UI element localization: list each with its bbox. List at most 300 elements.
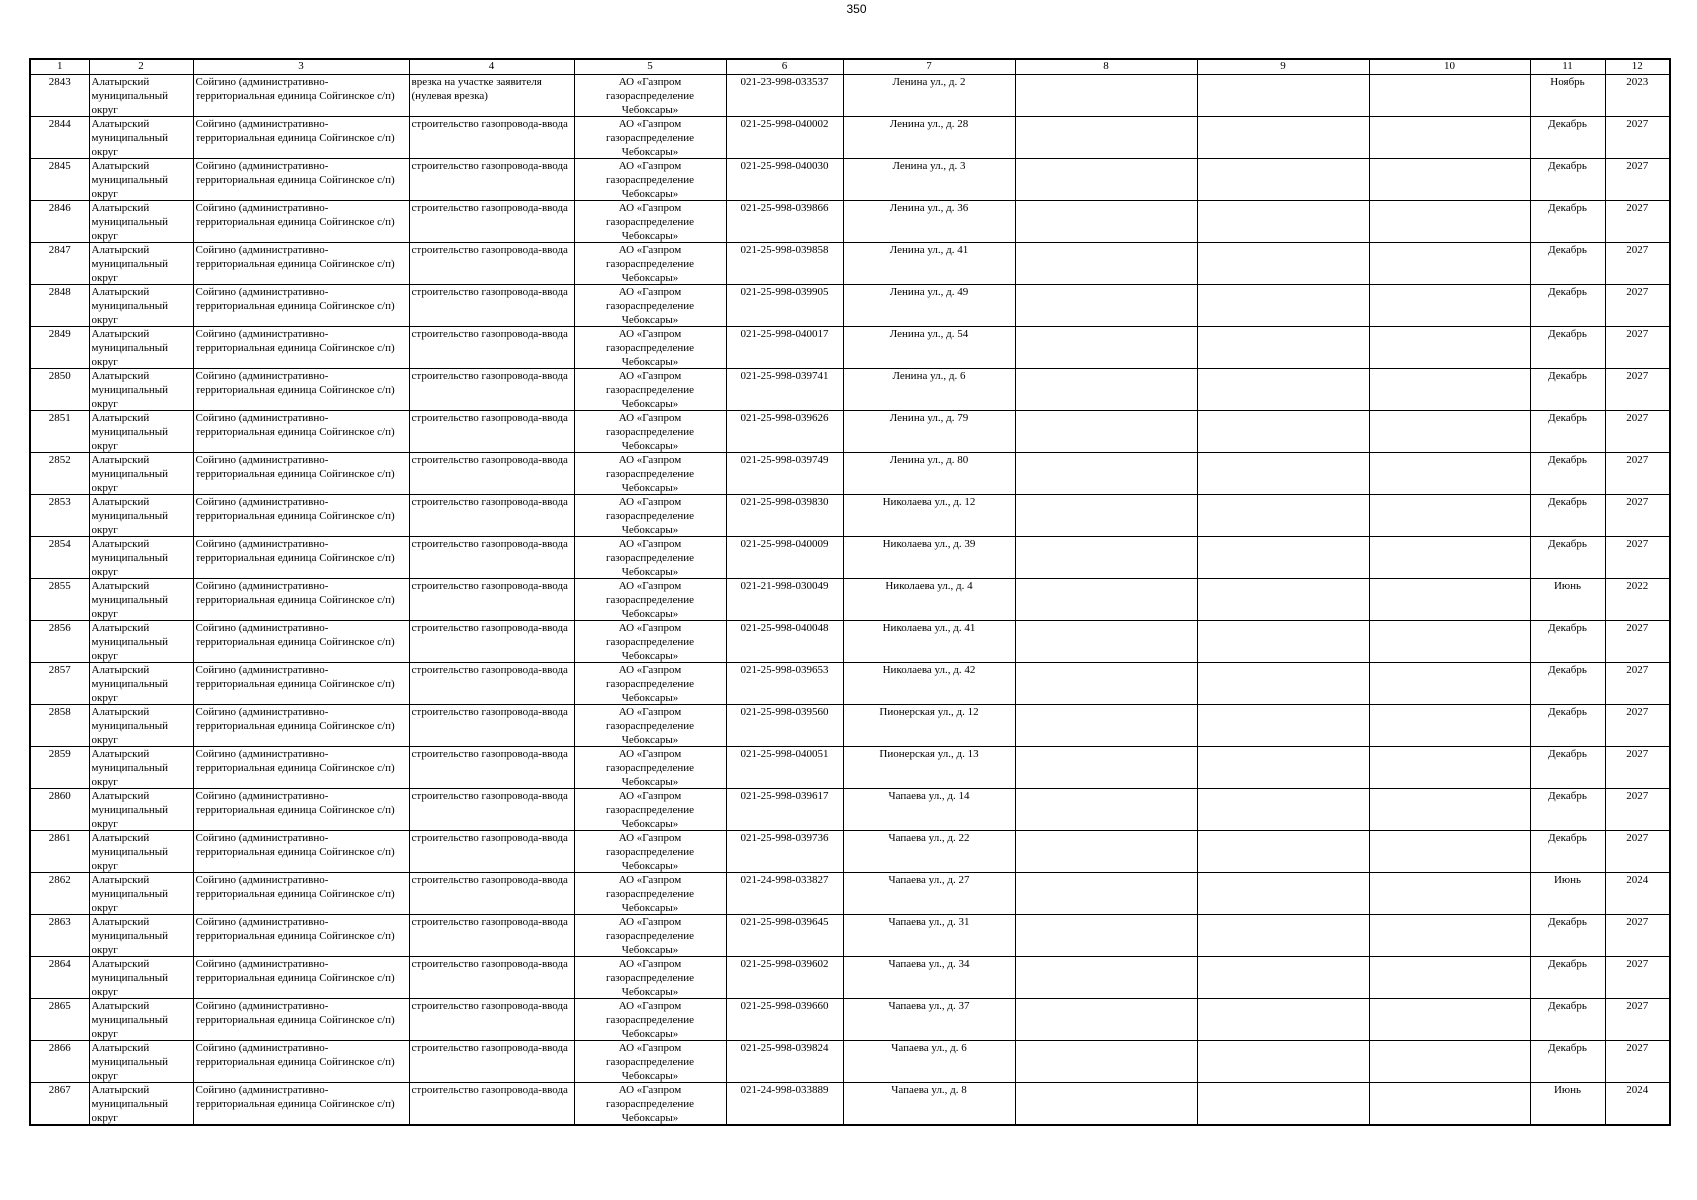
column-10-cell [1369,327,1530,369]
application-code-cell [726,75,843,117]
row-number-text: 2848 [48,286,71,298]
organization-cell [574,915,726,957]
application-code-cell-text: 021-25-998-039749 [740,454,829,466]
column-10-cell [1369,789,1530,831]
district-cell-text: Алатырский муниципальный округ [91,832,169,872]
year-cell-text: 2027 [1626,202,1649,214]
table-row [30,789,1670,831]
column-10-cell [1369,621,1530,663]
district-cell-text: Алатырский муниципальный округ [91,286,169,326]
column-header-12: 12 [1605,59,1670,75]
column-10-cell [1369,831,1530,873]
district-cell [89,747,193,789]
settlement-cell-text: Сойгино (административно-территориальная единица Сойгинское с/п) [195,790,395,816]
month-cell-text: Ноябрь [1550,76,1585,88]
settlement-cell [193,915,409,957]
month-cell [1530,411,1605,453]
column-header-1: 1 [30,59,89,75]
district-cell [89,117,193,159]
settlement-cell [193,117,409,159]
row-number-text: 2844 [48,118,71,130]
organization-cell-text: АО «Газпром газораспределение Чебоксары» [605,160,695,200]
year-cell-text: 2027 [1626,370,1649,382]
application-code-cell [726,327,843,369]
month-cell [1530,201,1605,243]
work-type-cell-text: строительство газопровода-ввода [411,370,568,382]
column-10-cell [1369,411,1530,453]
year-cell [1605,621,1670,663]
application-code-cell [726,201,843,243]
application-code-cell-text: 021-25-998-039858 [740,244,829,256]
year-cell [1605,1041,1670,1083]
work-type-cell [409,453,574,495]
settlement-cell [193,663,409,705]
settlement-cell [193,243,409,285]
application-code-cell [726,915,843,957]
column-10-cell [1369,579,1530,621]
work-type-cell-text: строительство газопровода-ввода [411,412,568,424]
address-cell [843,789,1015,831]
year-cell-text: 2027 [1626,622,1649,634]
year-cell-text: 2027 [1626,832,1649,844]
work-type-cell-text: врезка на участке заявителя (нулевая врезка) [411,76,542,102]
work-type-cell [409,1083,574,1126]
work-type-cell [409,747,574,789]
organization-cell [574,117,726,159]
organization-cell-text: АО «Газпром газораспределение Чебоксары» [605,958,695,998]
work-type-cell-text: строительство газопровода-ввода [411,1084,568,1096]
work-type-cell-text: строительство газопровода-ввода [411,622,568,634]
column-9-cell [1197,537,1369,579]
district-cell [89,999,193,1041]
address-cell [843,1041,1015,1083]
organization-cell-text: АО «Газпром газораспределение Чебоксары» [605,664,695,704]
month-cell [1530,663,1605,705]
year-cell [1605,327,1670,369]
row-number-text: 2855 [48,580,71,592]
address-cell [843,747,1015,789]
column-9-cell [1197,495,1369,537]
month-cell-text: Декабрь [1548,328,1587,340]
column-8-cell [1015,621,1197,663]
address-cell-text: Ленина ул., д. 3 [892,160,966,172]
work-type-cell-text: строительство газопровода-ввода [411,1000,568,1012]
application-code-cell [726,705,843,747]
district-cell-text: Алатырский муниципальный округ [91,244,169,284]
year-cell [1605,957,1670,999]
month-cell-text: Декабрь [1548,958,1587,970]
district-cell [89,579,193,621]
row-number-text: 2850 [48,370,71,382]
year-cell-text: 2027 [1626,958,1649,970]
year-cell [1605,75,1670,117]
organization-cell [574,495,726,537]
address-cell [843,537,1015,579]
year-cell [1605,117,1670,159]
address-cell-text: Чапаева ул., д. 27 [888,874,970,886]
organization-cell-text: АО «Газпром газораспределение Чебоксары» [605,1000,695,1040]
district-cell [89,369,193,411]
application-code-cell [726,747,843,789]
organization-cell-text: АО «Газпром газораспределение Чебоксары» [605,1042,695,1082]
work-type-cell-text: строительство газопровода-ввода [411,958,568,970]
work-type-cell-text: строительство газопровода-ввода [411,160,568,172]
district-cell [89,873,193,915]
column-8-cell [1015,411,1197,453]
year-cell-text: 2027 [1626,412,1649,424]
table-row [30,201,1670,243]
district-cell-text: Алатырский муниципальный округ [91,76,169,116]
district-cell-text: Алатырский муниципальный округ [91,874,169,914]
row-number [30,201,89,243]
table-row [30,453,1670,495]
work-type-cell [409,75,574,117]
row-number-text: 2853 [48,496,71,508]
column-9-cell [1197,327,1369,369]
row-number [30,117,89,159]
month-cell-text: Июнь [1553,874,1582,886]
year-cell-text: 2027 [1626,328,1649,340]
settlement-cell [193,369,409,411]
month-cell-text: Декабрь [1548,622,1587,634]
row-number [30,831,89,873]
work-type-cell [409,663,574,705]
work-type-cell [409,1041,574,1083]
address-cell [843,495,1015,537]
address-cell-text: Чапаева ул., д. 37 [888,1000,970,1012]
organization-cell [574,1083,726,1126]
organization-cell [574,537,726,579]
column-8-cell [1015,117,1197,159]
column-10-cell [1369,873,1530,915]
row-number-text: 2861 [48,832,71,844]
month-cell [1530,159,1605,201]
year-cell-text: 2022 [1626,580,1649,592]
column-header-5: 5 [574,59,726,75]
year-cell [1605,159,1670,201]
organization-cell-text: АО «Газпром газораспределение Чебоксары» [605,76,695,116]
column-10-cell [1369,369,1530,411]
month-cell [1530,831,1605,873]
month-cell [1530,453,1605,495]
organization-cell [574,873,726,915]
column-8-cell [1015,453,1197,495]
work-type-cell-text: строительство газопровода-ввода [411,454,568,466]
month-cell [1530,915,1605,957]
row-number [30,579,89,621]
row-number-text: 2854 [48,538,71,550]
table-row [30,369,1670,411]
work-type-cell [409,537,574,579]
organization-cell-text: АО «Газпром газораспределение Чебоксары» [605,496,695,536]
month-cell [1530,747,1605,789]
application-code-cell-text: 021-25-998-039660 [740,1000,829,1012]
settlement-cell-text: Сойгино (административно-территориальная единица Сойгинское с/п) [195,118,395,144]
application-code-cell [726,159,843,201]
table-row [30,915,1670,957]
organization-cell [574,663,726,705]
application-code-cell [726,663,843,705]
settlement-cell [193,1083,409,1126]
organization-cell-text: АО «Газпром газораспределение Чебоксары» [605,538,695,578]
organization-cell [574,327,726,369]
month-cell-text: Декабрь [1548,244,1587,256]
settlement-cell-text: Сойгино (административно-территориальная единица Сойгинское с/п) [195,76,395,102]
year-cell [1605,663,1670,705]
organization-cell-text: АО «Газпром газораспределение Чебоксары» [605,874,695,914]
row-number-text: 2865 [48,1000,71,1012]
address-cell [843,285,1015,327]
work-type-cell [409,495,574,537]
table-row [30,579,1670,621]
column-10-cell [1369,1083,1530,1126]
month-cell [1530,789,1605,831]
year-cell [1605,411,1670,453]
settlement-cell [193,789,409,831]
address-cell [843,579,1015,621]
year-cell [1605,747,1670,789]
row-number [30,243,89,285]
table-body [30,75,1670,1126]
month-cell [1530,873,1605,915]
application-code-cell-text: 021-25-998-040048 [740,622,829,634]
settlement-cell-text: Сойгино (административно-территориальная единица Сойгинское с/п) [195,1084,395,1110]
organization-cell-text: АО «Газпром газораспределение Чебоксары» [605,580,695,620]
column-header-4: 4 [409,59,574,75]
settlement-cell [193,999,409,1041]
application-code-cell-text: 021-25-998-039617 [740,790,829,802]
district-cell-text: Алатырский муниципальный округ [91,664,169,704]
row-number-text: 2863 [48,916,71,928]
application-code-cell-text: 021-25-998-039736 [740,832,829,844]
row-number-text: 2866 [48,1042,71,1054]
year-cell-text: 2027 [1626,286,1649,298]
column-8-cell [1015,705,1197,747]
address-cell-text: Чапаева ул., д. 8 [891,1084,967,1096]
table-row [30,957,1670,999]
row-number [30,327,89,369]
row-number-text: 2859 [48,748,71,760]
year-cell [1605,285,1670,327]
table-row [30,159,1670,201]
address-cell-text: Николаева ул., д. 4 [885,580,973,592]
organization-cell-text: АО «Газпром газораспределение Чебоксары» [605,790,695,830]
column-8-cell [1015,159,1197,201]
work-type-cell-text: строительство газопровода-ввода [411,874,568,886]
row-number-text: 2860 [48,790,71,802]
settlement-cell-text: Сойгино (административно-территориальная единица Сойгинское с/п) [195,874,395,900]
column-9-cell [1197,75,1369,117]
district-cell [89,411,193,453]
table-row [30,999,1670,1041]
settlement-cell-text: Сойгино (административно-территориальная единица Сойгинское с/п) [195,916,395,942]
column-8-cell [1015,369,1197,411]
year-cell-text: 2027 [1626,748,1649,760]
organization-cell-text: АО «Газпром газораспределение Чебоксары» [605,412,695,452]
district-cell [89,243,193,285]
work-type-cell-text: строительство газопровода-ввода [411,790,568,802]
work-type-cell-text: строительство газопровода-ввода [411,706,568,718]
month-cell-text: Декабрь [1548,916,1587,928]
settlement-cell [193,747,409,789]
settlement-cell-text: Сойгино (административно-территориальная единица Сойгинское с/п) [195,496,395,522]
application-code-cell-text: 021-25-998-040002 [740,118,829,130]
row-number-text: 2856 [48,622,71,634]
application-code-cell-text: 021-25-998-039626 [740,412,829,424]
month-cell-text: Декабрь [1548,748,1587,760]
work-type-cell [409,285,574,327]
settlement-cell-text: Сойгино (административно-территориальная единица Сойгинское с/п) [195,1042,395,1068]
row-number [30,369,89,411]
column-10-cell [1369,705,1530,747]
district-cell [89,663,193,705]
column-9-cell [1197,705,1369,747]
year-cell-text: 2027 [1626,1042,1649,1054]
district-cell-text: Алатырский муниципальный округ [91,790,169,830]
row-number [30,873,89,915]
application-code-cell-text: 021-25-998-040009 [740,538,829,550]
settlement-cell-text: Сойгино (административно-территориальная единица Сойгинское с/п) [195,412,395,438]
application-code-cell [726,957,843,999]
column-header-9: 9 [1197,59,1369,75]
year-cell [1605,369,1670,411]
address-cell [843,453,1015,495]
organization-cell-text: АО «Газпром газораспределение Чебоксары» [605,832,695,872]
column-9-cell [1197,789,1369,831]
column-8-cell [1015,873,1197,915]
application-code-cell-text: 021-25-998-040051 [740,748,829,760]
organization-cell [574,453,726,495]
settlement-cell-text: Сойгино (административно-территориальная единица Сойгинское с/п) [195,706,395,732]
year-cell [1605,789,1670,831]
work-type-cell [409,831,574,873]
district-cell-text: Алатырский муниципальный округ [91,118,169,158]
address-cell [843,243,1015,285]
work-type-cell-text: строительство газопровода-ввода [411,1042,568,1054]
organization-cell [574,579,726,621]
row-number [30,495,89,537]
work-type-cell [409,369,574,411]
application-code-cell-text: 021-25-998-039741 [740,370,829,382]
application-code-cell [726,831,843,873]
address-cell [843,159,1015,201]
table-row [30,621,1670,663]
row-number [30,159,89,201]
address-cell-text: Николаева ул., д. 12 [882,496,976,508]
column-8-cell [1015,1083,1197,1126]
column-10-cell [1369,747,1530,789]
gas-connection-register-table [29,58,1671,1126]
column-8-cell [1015,831,1197,873]
organization-cell [574,621,726,663]
row-number [30,999,89,1041]
month-cell-text: Июнь [1553,580,1582,592]
month-cell [1530,75,1605,117]
month-cell [1530,999,1605,1041]
district-cell [89,537,193,579]
settlement-cell [193,579,409,621]
organization-cell-text: АО «Газпром газораспределение Чебоксары» [605,454,695,494]
month-cell [1530,327,1605,369]
address-cell-text: Ленина ул., д. 41 [889,244,969,256]
column-9-cell [1197,411,1369,453]
column-8-cell [1015,243,1197,285]
row-number-text: 2867 [48,1084,71,1096]
application-code-cell [726,873,843,915]
work-type-cell [409,243,574,285]
application-code-cell-text: 021-25-998-040030 [740,160,829,172]
district-cell-text: Алатырский муниципальный округ [91,370,169,410]
settlement-cell-text: Сойгино (административно-территориальная единица Сойгинское с/п) [195,328,395,354]
year-cell [1605,831,1670,873]
row-number-text: 2849 [48,328,71,340]
district-cell-text: Алатырский муниципальный округ [91,916,169,956]
district-cell-text: Алатырский муниципальный округ [91,1042,169,1082]
settlement-cell-text: Сойгино (административно-территориальная единица Сойгинское с/п) [195,202,395,228]
district-cell [89,201,193,243]
table-row [30,873,1670,915]
column-10-cell [1369,663,1530,705]
column-header-3: 3 [193,59,409,75]
district-cell-text: Алатырский муниципальный округ [91,580,169,620]
column-10-cell [1369,285,1530,327]
organization-cell [574,957,726,999]
address-cell-text: Чапаева ул., д. 31 [888,916,970,928]
address-cell [843,831,1015,873]
address-cell-text: Николаева ул., д. 42 [882,664,976,676]
column-9-cell [1197,453,1369,495]
year-cell [1605,243,1670,285]
table-row [30,1083,1670,1126]
column-9-cell [1197,747,1369,789]
column-10-cell [1369,495,1530,537]
application-code-cell-text: 021-25-998-039560 [740,706,829,718]
year-cell-text: 2027 [1626,160,1649,172]
work-type-cell [409,915,574,957]
organization-cell-text: АО «Газпром газораспределение Чебоксары» [605,118,695,158]
application-code-cell [726,789,843,831]
application-code-cell-text: 021-25-998-039824 [740,1042,829,1054]
work-type-cell-text: строительство газопровода-ввода [411,580,568,592]
year-cell [1605,705,1670,747]
column-8-cell [1015,495,1197,537]
column-10-cell [1369,537,1530,579]
column-10-cell [1369,957,1530,999]
district-cell [89,915,193,957]
settlement-cell [193,831,409,873]
work-type-cell [409,957,574,999]
column-8-cell [1015,327,1197,369]
application-code-cell-text: 021-21-998-030049 [740,580,829,592]
column-9-cell [1197,579,1369,621]
year-cell-text: 2024 [1626,874,1649,886]
address-cell-text: Ленина ул., д. 28 [889,118,969,130]
column-8-cell [1015,1041,1197,1083]
settlement-cell-text: Сойгино (административно-территориальная единица Сойгинское с/п) [195,286,395,312]
district-cell [89,327,193,369]
address-cell [843,327,1015,369]
year-cell-text: 2027 [1626,118,1649,130]
work-type-cell-text: строительство газопровода-ввода [411,916,568,928]
row-number [30,747,89,789]
column-10-cell [1369,999,1530,1041]
year-cell [1605,453,1670,495]
settlement-cell [193,873,409,915]
column-8-cell [1015,579,1197,621]
row-number-text: 2845 [48,160,71,172]
table-row [30,117,1670,159]
address-cell-text: Чапаева ул., д. 6 [891,1042,967,1054]
